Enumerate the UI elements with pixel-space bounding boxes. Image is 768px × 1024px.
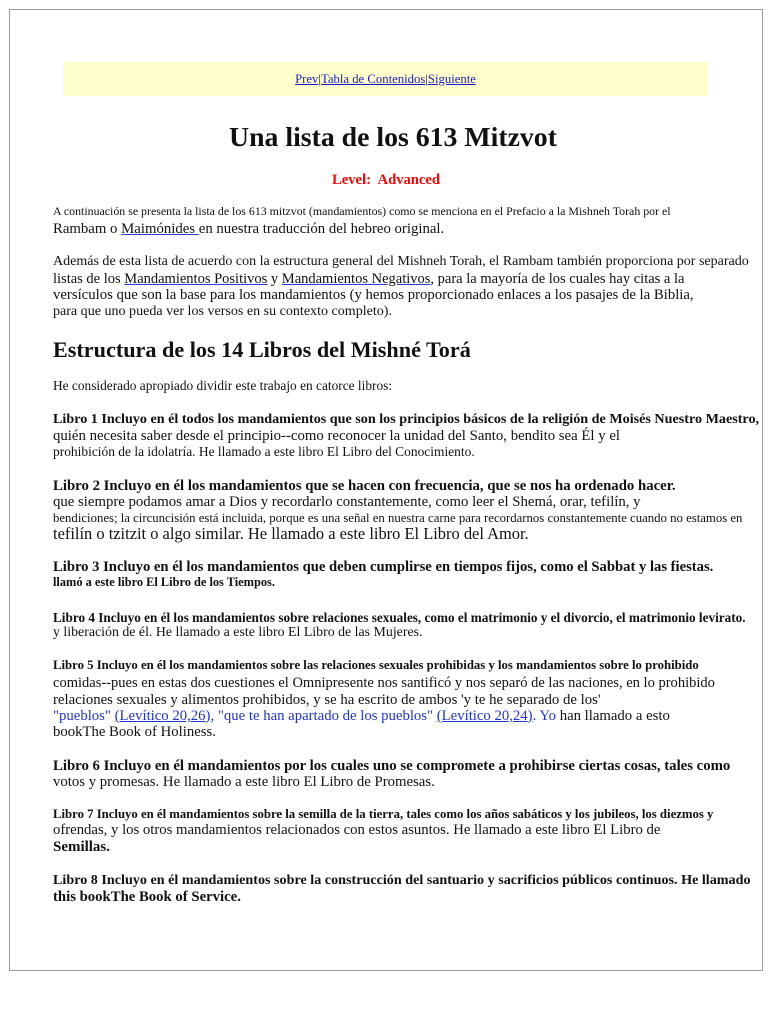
- book-3-text-line: llamó a este libro El Libro de los Tiempos.: [53, 575, 275, 590]
- citation-quote: , "que te han apartado de los pueblos": [210, 707, 437, 724]
- intro-text: en nuestra traducción del hebreo original.: [198, 220, 445, 237]
- lists-paragraph-line-3: versículos que son la base para los mandamientos (y hemos proporcionado enlaces a los pasajes de la Biblia,: [53, 286, 694, 303]
- lists-paragraph-line-4: para que uno pueda ver los versos en su contexto completo).: [53, 303, 392, 320]
- structure-heading: Estructura de los 14 Libros del Mishné Torá: [53, 336, 471, 362]
- book-2-heading: Libro 2 Incluyo en él los mandamientos que se hacen con frecuencia, que se nos ha ordenado hacer.: [53, 477, 676, 494]
- level-label: Level:: [332, 172, 371, 188]
- book-7-text-line: Semillas.: [53, 838, 110, 855]
- positive-commandments-link[interactable]: Mandamientos Positivos: [124, 271, 268, 287]
- citation-quote: "pueblos": [53, 707, 115, 724]
- book-7-heading: Libro 7 Incluyo en él mandamientos sobre la semilla de la tierra, tales como los años sabáticos y los jubileos, los diezmos y: [53, 807, 714, 821]
- table-of-contents-link[interactable]: Tabla de Contenidos: [320, 71, 426, 86]
- lists-paragraph-line-2: [53, 272, 684, 287]
- book-6-heading: Libro 6 Incluyo en él mandamientos por los cuales uno se compromete a prohibirse ciertas cosas, tales como: [53, 757, 731, 774]
- negative-commandments-link[interactable]: Mandamientos Negativos: [281, 271, 431, 287]
- paragraph-text: y: [267, 271, 282, 287]
- nav-separator: |: [425, 71, 428, 86]
- leviticus-20-24-link[interactable]: (Levítico 20,24): [436, 707, 533, 724]
- intro-text: Rambam o: [53, 220, 122, 237]
- prev-link[interactable]: Prev: [295, 71, 319, 86]
- next-link[interactable]: Siguiente: [427, 71, 476, 86]
- book-1-heading: Libro 1 Incluyo en él todos los mandamientos que son los principios básicos de la religión de Moisés Nuestro Maestro,: [53, 411, 760, 428]
- paragraph-text: listas de los: [53, 271, 125, 287]
- book-8-text-line: this bookThe Book of Service.: [53, 888, 241, 905]
- nav-separator: |: [318, 71, 321, 86]
- book-2-text-line: que siempre podamos amar a Dios y recordarlo constantemente, como leer el Shemá, orar, tefilín, y: [53, 493, 641, 510]
- intro-line-2: [53, 222, 444, 237]
- book-2-text-line: tefilín o tzitzit o algo similar. He llamado a este libro El Libro del Amor.: [53, 524, 529, 543]
- book-5-text-line: bookThe Book of Holiness.: [53, 723, 216, 740]
- book-4-heading: Libro 4 Incluyo en él los mandamientos sobre relaciones sexuales, como el matrimonio y el divorcio, el matrimonio levirato.: [53, 609, 746, 625]
- maimonides-link[interactable]: Maimónides: [121, 220, 199, 237]
- leviticus-20-26-link[interactable]: (Levítico 20,26): [114, 707, 211, 724]
- book-1-text-line: quién necesita saber desde el principio--como reconocer la unidad del Santo, bendito sea Él y el: [53, 427, 621, 444]
- book-5-heading: Libro 5 Incluyo en él los mandamientos sobre las relaciones sexuales prohibidas y los mandamientos sobre lo prohibido: [53, 658, 699, 672]
- book-7-text-line: ofrendas, y los otros mandamientos relacionados con estos asuntos. He llamado a este libro El Libro de: [53, 821, 661, 838]
- book-3-heading: Libro 3 Incluyo en él los mandamientos que deben cumplirse en tiempos fijos, como el Sabbat y las fiestas.: [53, 558, 714, 575]
- level-value: Advanced: [377, 172, 441, 188]
- page-title: Una lista de los 613 Mitzvot: [229, 121, 557, 153]
- navigation-links: [295, 73, 476, 86]
- navigation-bar: [63, 62, 708, 96]
- citation-tail: han llamado a esto: [556, 707, 670, 724]
- book-5-citation-line: [53, 709, 670, 724]
- structure-intro: He considerado apropiado dividir este trabajo en catorce libros:: [53, 377, 393, 393]
- intro-line-1: A continuación se presenta la lista de los 613 mitzvot (mandamientos) como se menciona en el Prefacio a la Mishneh Torah por el: [53, 203, 671, 218]
- book-6-text-line: votos y promesas. He llamado a este libro El Libro de Promesas.: [53, 773, 435, 790]
- book-5-text-line: comidas--pues en estas dos cuestiones el Omnipresente nos santificó y nos separó de las naciones, en lo prohibido: [53, 675, 715, 691]
- book-1-text-line: prohibición de la idolatría. He llamado a este libro El Libro del Conocimiento.: [53, 443, 475, 459]
- book-2-text-line: bendiciones; la circuncisión está incluida, porque es una señal en nuestra carne para recordarnos constantemente cuando no estamos en: [53, 511, 743, 525]
- citation-tail: . Yo: [532, 707, 556, 724]
- lists-paragraph-line-1: Además de esta lista de acuerdo con la estructura general del Mishneh Torah, el Rambam también proporciona por separado: [53, 254, 749, 270]
- paragraph-text: , para la mayoría de los cuales hay citas a la: [430, 271, 685, 287]
- book-8-heading: Libro 8 Incluyo en él mandamientos sobre la construcción del santuario y sacrificios públicos continuos. He llamado: [53, 872, 751, 889]
- book-5-text-line: relaciones sexuales y alimentos prohibidos, y se ha escrito de ambos 'y te he separado de los': [53, 691, 601, 708]
- level-indicator: [332, 173, 440, 188]
- book-4-text-line: y liberación de él. He llamado a este libro El Libro de las Mujeres.: [53, 625, 423, 641]
